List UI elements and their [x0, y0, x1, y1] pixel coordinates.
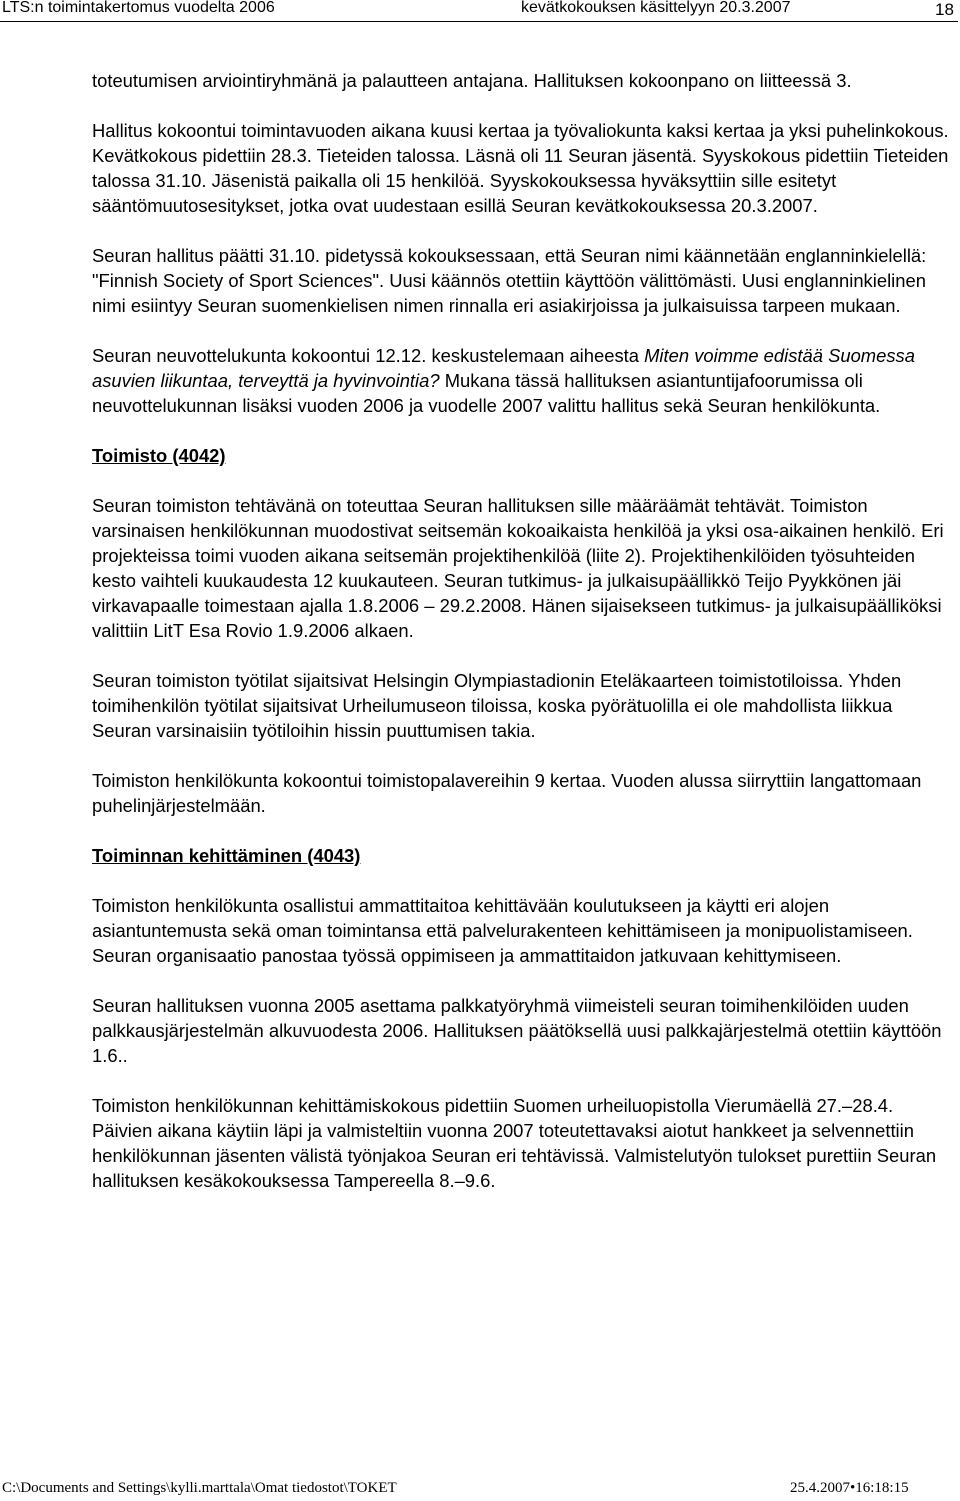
page-footer [0, 1477, 960, 1499]
file-path: C:\Documents and Settings\kylli.marttala\Omat tiedostot\TOKET [2, 1480, 397, 1496]
page-header [0, 0, 960, 26]
paragraph-office-meetings: Toimiston henkilökunta kokoontui toimistopalavereihin 9 kertaa. Vuoden alussa siirryttiin langattomaan puhelinjärjestelmään. [92, 770, 922, 816]
advisory-text-end: Mukana tässä hallituksen asiantuntijafoorumissa oli neuvottelukunnan lisäksi vuoden 2006 ja vuodelle 2007 valittu hallitus sekä Seuran henkilökunta. [92, 370, 881, 416]
paragraph-english-name: Seuran hallitus päätti 31.10. pidetyssä kokouksessaan, että Seuran nimi käännetään englanninkielellä: "Finnish Society of Sport Sciences". Uusi käännös otettiin käyttöön välittömästi. Uusi englanninkielinen nimi esiintyy Seuran suomenkielisen nimen rinnalla eri asiakirjoissa ja julkaisuissa tarpeen mukaan. [92, 245, 927, 316]
section-heading-office: Toimisto (4042) [92, 445, 226, 466]
advisory-topic: Miten voimme edistää Suomessa asuvien liikuntaa, terveyttä ja hyvinvointia? [92, 345, 915, 391]
meeting-note: kevätkokouksen käsittelyyn 20.3.2007 [521, 0, 791, 16]
paragraph-office-premises: Seuran toimiston työtilat sijaitsivat Helsingin Olympiastadionin Eteläkaarteen toimistotiloissa. Yhden toimihenkilön työtilat sijaitsivat Urheilumuseon tiloissa, koska pyörätuolilla ei ole mahdollista liikkua Seuran varsinaisiin työtiloihin hissin puuttumisen takia. [92, 670, 902, 741]
paragraph-board-meetings: Hallitus kokoontui toimintavuoden aikana kuusi kertaa ja työvaliokunta kaksi kertaa ja yksi puhelinkokous. Kevätkokous pidettiin 28.3. Tieteiden talossa. Läsnä oli 11 Seuran jäsentä. Syyskokous pidettiin Tieteiden talossa 31.10. Jäsenistä paikalla oli 15 henkilöä. Syyskokouksessa hyväksyttiin sille esitetyt sääntömuutosesitykset, jotka ovat uudestaan esillä Seuran kevätkokouksessa 20.3.2007. [92, 120, 949, 216]
advisory-text-start: Seuran neuvottelukunta kokoontui 12.12. keskustelemaan aiheesta [92, 345, 645, 366]
page-number: 18 [935, 0, 954, 19]
section-heading-development: Toiminnan kehittäminen (4043) [92, 845, 361, 866]
paragraph-salary-system: Seuran hallituksen vuonna 2005 asettama palkkatyöryhmä viimeisteli seuran toimihenkilöiden uuden palkkausjärjestelmän alkuvuodesta 2006. Hallituksen päätöksellä uusi palkkajärjestelmä otettiin käyttöön 1.6.. [92, 995, 942, 1066]
paragraph-development-meeting: Toimiston henkilökunnan kehittämiskokous pidettiin Suomen urheiluopistolla Vierumäellä 27.–28.4. Päivien aikana käytiin läpi ja valmisteltiin vuonna 2007 toteutettavaksi aiotut hankkeet ja selvennettiin henkilökunnan jäsenten välistä työnjakoa Seuran eri tehtävissä. Valmistelutyön tulokset purettiin Seuran hallituksen kesäkokouksessa Tampereella 8.–9.6. [92, 1095, 937, 1191]
header-rule [0, 21, 958, 22]
paragraph-advisory-board [92, 343, 952, 418]
paragraph-board-composition: toteutumisen arviointiryhmänä ja palautteen antajana. Hallituksen kokoonpano on liitteessä 3. [92, 70, 852, 91]
document-title: LTS:n toimintakertomus vuodelta 2006 [2, 0, 275, 16]
document-body [92, 68, 952, 1193]
paragraph-training: Toimiston henkilökunta osallistui ammattitaitoa kehittävään koulutukseen ja käytti eri alojen asiantuntemusta sekä oman toimintansa että palvelurakenteen kehittämiseen ja monipuolistamiseen. Seuran organisaatio panostaa työssä oppimiseen ja ammattitaidon jatkuvaan kehittymiseen. [92, 895, 913, 966]
paragraph-office-staff: Seuran toimiston tehtävänä on toteuttaa Seuran hallituksen sille määräämät tehtävät. Toimiston varsinaisen henkilökunnan muodostivat seitsemän kokoaikaista henkilöä ja yksi osa-aikainen henkilö. Eri projekteissa toimi vuoden aikana seitsemän projektihenkilöä (liite 2). Projektihenkilöiden työsuhteiden kesto vaihteli kuukaudesta 12 kuukauteen. Seuran tutkimus- ja julkaisupäällikkö Teijo Pyykkönen jäi virkavapaalle toimestaan ajalla 1.8.2006 – 29.2.2008. Hänen sijaisekseen tutkimus- ja julkaisupäälliköksi valittiin LitT Esa Rovio 1.9.2006 alkaen. [92, 495, 944, 641]
print-timestamp: 25.4.2007•16:18:15 [790, 1480, 909, 1496]
